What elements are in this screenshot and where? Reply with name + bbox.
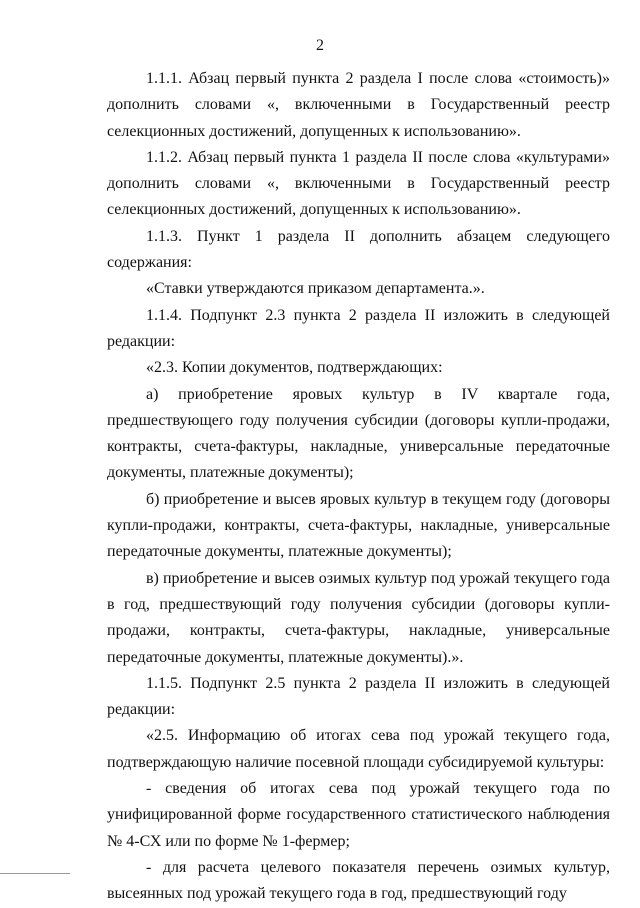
paragraph-item-b: б) приобретение и высев яровых культур в текущем году (договоры купли-продажи, контракты, счета-фактуры, накладные, универсальные передаточные документы, платежные документы); [107, 490, 610, 561]
paragraph-item-v: в) приобретение и высев озимых культур под урожай текущего года в год, предшествующий году получения субсидии (договоры купли-продажи, контракты, счета-фактуры, накладные, универсальные передаточные документы, платежные документы).». [107, 569, 610, 666]
paragraph-1-1-3: 1.1.3. Пункт 1 раздела II дополнить абзацем следующего содержания: [107, 227, 610, 272]
document-body [107, 66, 610, 908]
scan-edge-mark [0, 873, 70, 874]
page-number: 2 [316, 37, 324, 54]
paragraph-bullet-winter-crops: - для расчета целевого показателя перечень озимых культур, высеянных под урожай текущего года в год, предшествующий году [107, 858, 610, 903]
paragraph-1-1-4: 1.1.4. Подпункт 2.3 пункта 2 раздела II изложить в следующей редакции: [107, 306, 610, 350]
paragraph-1-1-2: 1.1.2. Абзац первый пункта 1 раздела II после слова «культурами» дополнить словами «, включенными в Государственный реестр селекционных достижений, допущенных к использованию». [107, 148, 610, 219]
paragraph-1-1-5: 1.1.5. Подпункт 2.5 пункта 2 раздела II изложить в следующей редакции: [107, 674, 610, 719]
paragraph-2-3-heading: «2.3. Копии документов, подтверждающих: [146, 359, 443, 377]
paragraph-2-5-heading: «2.5. Информацию об итогах сева под урожай текущего года, подтверждающую наличие посевной площади субсидируемой культуры: [107, 727, 610, 771]
paragraph-bullet-sowing-report: - сведения об итогах сева под урожай текущего года по унифицированной форме государственного статистического наблюдения № 4-СХ или по форме № 1-фермер; [107, 780, 610, 850]
paragraph-item-a: а) приобретение яровых культур в IV квартале года, предшествующего году получения субсидии (договоры купли-продажи, контракты, счета-фактуры, накладные, универсальные передаточные документы, платежные документы); [107, 385, 610, 482]
paragraph-rates-quote: «Ставки утверждаются приказом департамента.». [146, 280, 485, 298]
paragraph-1-1-1: 1.1.1. Абзац первый пункта 2 раздела I после слова «стоимость)» дополнить словами «, включенными в Государственный реестр селекционных достижений, допущенных к использованию». [107, 70, 610, 140]
